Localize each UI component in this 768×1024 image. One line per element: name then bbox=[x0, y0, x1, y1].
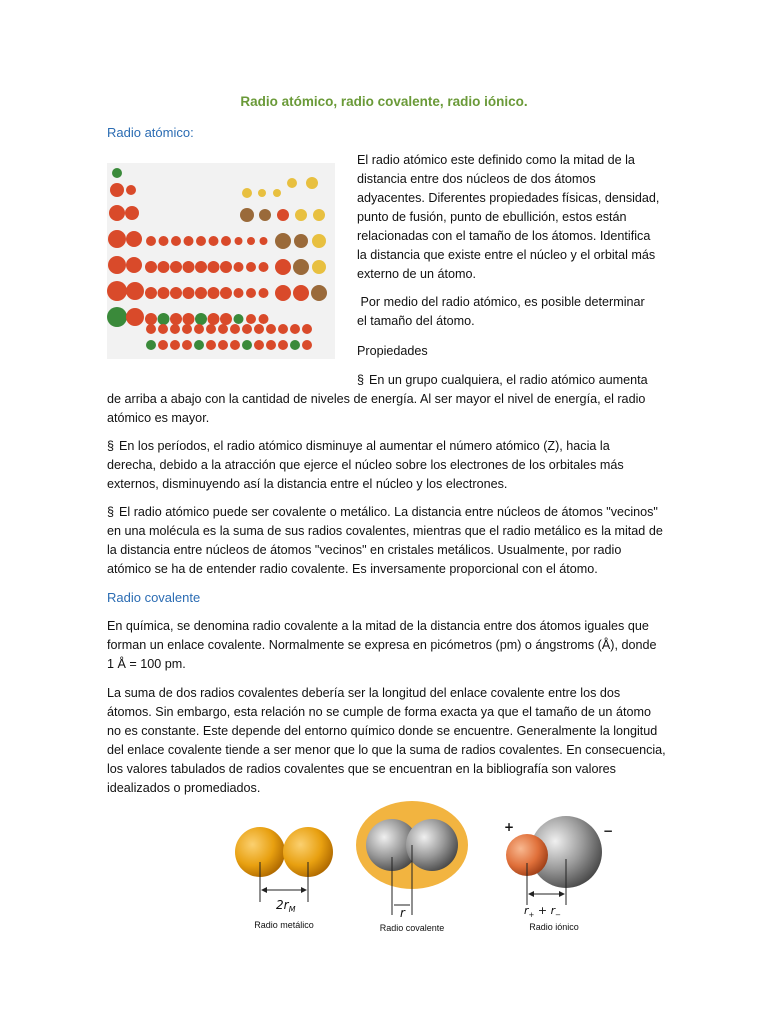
bullet-text: El radio atómico puede ser covalente o metálico. La distancia entre núcleos de átomos "vecinos" bbox=[119, 505, 658, 519]
atom-sphere bbox=[158, 324, 168, 334]
atom-sphere bbox=[170, 287, 182, 299]
atom-sphere bbox=[195, 313, 207, 325]
bullet-line: externos, disminuyendo así la distancia entre el núcleo y los electrones. bbox=[107, 477, 508, 491]
metallic-radius-group bbox=[235, 827, 333, 930]
bullet-line bbox=[107, 503, 658, 522]
covalent-dim-label: r bbox=[400, 906, 405, 920]
arrow-head bbox=[528, 891, 534, 897]
atom-sphere bbox=[259, 314, 269, 324]
atom-sphere bbox=[246, 288, 256, 298]
atom-sphere bbox=[218, 340, 228, 350]
atom-sphere bbox=[295, 209, 307, 221]
atom-sphere bbox=[170, 340, 180, 350]
cation-charge: + bbox=[504, 820, 515, 834]
atom-sphere bbox=[266, 340, 276, 350]
atom-sphere bbox=[294, 234, 308, 248]
atom-sphere bbox=[158, 313, 170, 325]
sum-line: La suma de dos radios covalentes debería ser la longitud del enlace covalente entre los dos bbox=[107, 686, 621, 700]
section-symbol: § bbox=[357, 373, 365, 387]
atom-sphere bbox=[145, 313, 157, 325]
atom-sphere bbox=[108, 256, 126, 274]
atom-sphere bbox=[126, 257, 142, 273]
atom-sphere bbox=[242, 188, 252, 198]
atom-sphere bbox=[260, 237, 268, 245]
atom-sphere bbox=[107, 281, 127, 301]
atom-sphere bbox=[194, 340, 204, 350]
sum-line: del enlace covalente tiende a ser menor que lo que la suma de radios covalentes. En consecuencia, bbox=[107, 743, 666, 757]
section-heading-radio-atomico: Radio atómico: bbox=[107, 125, 194, 140]
anion-charge: − bbox=[603, 824, 614, 838]
atom-sphere bbox=[112, 168, 122, 178]
atom-sphere bbox=[195, 261, 207, 273]
section-symbol: § bbox=[107, 439, 115, 453]
atom-sphere bbox=[170, 324, 180, 334]
atom-sphere bbox=[208, 287, 220, 299]
arrow-head bbox=[559, 891, 565, 897]
atom-sphere bbox=[234, 314, 244, 324]
atom-sphere bbox=[242, 324, 252, 334]
atom-sphere bbox=[108, 230, 126, 248]
atom-sphere bbox=[146, 340, 156, 350]
metal-label: Radio metálico bbox=[254, 920, 314, 930]
intro-line: relacionadas con el tamaño de los átomos. Identifica bbox=[357, 229, 651, 243]
atom-sphere bbox=[183, 261, 195, 273]
atom-sphere bbox=[254, 340, 264, 350]
intro-line: punto de fusión, punto de ebullición, estos están bbox=[357, 210, 627, 224]
atom-sphere bbox=[259, 209, 271, 221]
atom-sphere bbox=[278, 340, 288, 350]
atom-sphere bbox=[208, 313, 220, 325]
atom-sphere bbox=[246, 314, 256, 324]
bullet-line: atómico se ha de entender radio covalente. Es inversamente proporcional con el átomo. bbox=[107, 562, 598, 576]
atom-sphere bbox=[275, 285, 291, 301]
arrow-head bbox=[301, 887, 307, 893]
atom-sphere bbox=[146, 236, 156, 246]
atom-sphere bbox=[125, 206, 139, 220]
bullet-line: atómico es mayor. bbox=[107, 411, 210, 425]
ionic-dim-label: $r_+ + r_-$ bbox=[524, 904, 562, 919]
atom-sphere bbox=[266, 324, 276, 334]
atom-sphere bbox=[126, 231, 142, 247]
bullet-line: derecha, debido a la atracción que ejerce el núcleo sobre los electrones de los orbitales más bbox=[107, 458, 624, 472]
atom-sphere bbox=[234, 288, 244, 298]
covalent-line: En química, se denomina radio covalente a la mitad de la distancia entre dos átomos iguales que bbox=[107, 619, 649, 633]
atom-sphere bbox=[302, 324, 312, 334]
atom-sphere bbox=[126, 308, 144, 326]
sum-line: no es constante. Este depende del entorno químico donde se encuentre. Generalmente la longitud bbox=[107, 724, 658, 738]
bullet-line: de arriba a abajo con la cantidad de niveles de energía. Al ser mayor el nivel de energía, el radio bbox=[107, 392, 646, 406]
atom-sphere bbox=[259, 262, 269, 272]
covalent-line: forman un enlace covalente. Normalmente se expresa en picómetros (pm) o ángstroms (Å), donde bbox=[107, 638, 657, 652]
atom-sphere bbox=[254, 324, 264, 334]
section-heading-radio-covalente: Radio covalente bbox=[107, 590, 201, 605]
atom-sphere bbox=[183, 287, 195, 299]
atom-sphere bbox=[183, 313, 195, 325]
size-line: Por medio del radio atómico, es posible determinar bbox=[357, 295, 645, 309]
atom-sphere bbox=[182, 324, 192, 334]
atom-sphere bbox=[287, 178, 297, 188]
intro-line: externo de un átomo. bbox=[357, 267, 477, 281]
atom-sphere bbox=[145, 261, 157, 273]
atom-sphere bbox=[235, 237, 243, 245]
covalent-line: 1 Å = 100 pm. bbox=[107, 657, 186, 671]
atom-sphere bbox=[275, 259, 291, 275]
size-line: el tamaño del átomo. bbox=[357, 314, 475, 328]
bullet-line: en una molécula es la suma de sus radios covalentes, mientras que el radio metálico es la mitad de bbox=[107, 524, 663, 538]
atom-sphere bbox=[221, 236, 231, 246]
atom-sphere bbox=[170, 313, 182, 325]
atom-sphere bbox=[290, 340, 300, 350]
atom-sphere bbox=[206, 340, 216, 350]
metal-dim-label: $2r_M$ bbox=[276, 898, 296, 914]
atom-sphere bbox=[230, 324, 240, 334]
atom-sphere bbox=[220, 261, 232, 273]
section-symbol: § bbox=[107, 505, 115, 519]
atom-sphere bbox=[302, 340, 312, 350]
intro-line: El radio atómico este definido como la mitad de la bbox=[357, 153, 635, 167]
ionic-radius-group bbox=[504, 816, 613, 932]
periodic-table-radius-image bbox=[107, 163, 335, 359]
atom-sphere bbox=[273, 189, 281, 197]
intro-line: la distancia que existe entre el núcleo y el orbital más bbox=[357, 248, 656, 262]
atom-sphere bbox=[158, 287, 170, 299]
bullet-line bbox=[357, 371, 648, 390]
atom-sphere bbox=[158, 340, 168, 350]
arrow-head bbox=[261, 887, 267, 893]
atom-sphere bbox=[311, 285, 327, 301]
covalent-atom-right bbox=[406, 819, 458, 871]
bullet-text: En un grupo cualquiera, el radio atómico aumenta bbox=[369, 373, 648, 387]
atom-sphere bbox=[240, 208, 254, 222]
atom-sphere bbox=[145, 287, 157, 299]
sum-line: los valores tabulados de radios covalentes que se encuentran en la bibliografía son valores bbox=[107, 762, 616, 776]
atom-sphere bbox=[182, 340, 192, 350]
atom-sphere bbox=[208, 261, 220, 273]
atom-sphere bbox=[196, 236, 206, 246]
atom-sphere bbox=[209, 236, 219, 246]
atom-sphere bbox=[126, 282, 144, 300]
atom-sphere bbox=[184, 236, 194, 246]
atom-sphere bbox=[195, 287, 207, 299]
atom-sphere bbox=[194, 324, 204, 334]
atom-sphere bbox=[220, 313, 232, 325]
atom-sphere bbox=[230, 340, 240, 350]
atom-sphere bbox=[313, 209, 325, 221]
atom-sphere bbox=[247, 237, 255, 245]
atom-sphere bbox=[206, 324, 216, 334]
atom-sphere bbox=[306, 177, 318, 189]
sum-line: idealizados o promediados. bbox=[107, 781, 261, 795]
atom-sphere bbox=[275, 233, 291, 249]
atom-sphere bbox=[258, 189, 266, 197]
atom-sphere bbox=[278, 324, 288, 334]
atom-sphere bbox=[312, 234, 326, 248]
sum-line: átomos. Sin embargo, esta relación no se cumple de forma exacta ya que el tamaño de un átomo bbox=[107, 705, 651, 719]
atom-sphere bbox=[293, 259, 309, 275]
atom-sphere bbox=[146, 324, 156, 334]
atom-sphere bbox=[159, 236, 169, 246]
atom-sphere bbox=[259, 288, 269, 298]
atom-sphere bbox=[218, 324, 228, 334]
atom-sphere bbox=[158, 261, 170, 273]
bullet-text: En los períodos, el radio atómico disminuye al aumentar el número atómico (Z), hacia la bbox=[119, 439, 610, 453]
intro-line: distancia entre dos núcleos de dos átomos bbox=[357, 172, 596, 186]
page-title: Radio atómico, radio covalente, radio iónico. bbox=[240, 94, 528, 109]
atom-sphere bbox=[234, 262, 244, 272]
atom-sphere bbox=[277, 209, 289, 221]
atom-sphere bbox=[290, 324, 300, 334]
atom-sphere bbox=[110, 183, 124, 197]
atom-sphere bbox=[107, 307, 127, 327]
atom-sphere bbox=[109, 205, 125, 221]
atom-sphere bbox=[293, 285, 309, 301]
properties-label: Propiedades bbox=[357, 344, 428, 358]
bond-radius-diagram bbox=[226, 797, 626, 947]
atom-sphere bbox=[246, 262, 256, 272]
bullet-line: la distancia entre núcleos de átomos "vecinos" en cristales metálicos. Usualmente, por radio bbox=[107, 543, 622, 557]
ionic-label: Radio iónico bbox=[529, 922, 579, 932]
bullet-line bbox=[107, 437, 610, 456]
covalent-radius-group bbox=[356, 801, 468, 933]
intro-line: adyacentes. Diferentes propiedades físicas, densidad, bbox=[357, 191, 660, 205]
covalent-label: Radio covalente bbox=[379, 923, 445, 933]
atom-sphere bbox=[126, 185, 136, 195]
atom-sphere bbox=[171, 236, 181, 246]
atom-sphere bbox=[170, 261, 182, 273]
atom-sphere bbox=[312, 260, 326, 274]
atom-sphere bbox=[220, 287, 232, 299]
atom-sphere bbox=[242, 340, 252, 350]
